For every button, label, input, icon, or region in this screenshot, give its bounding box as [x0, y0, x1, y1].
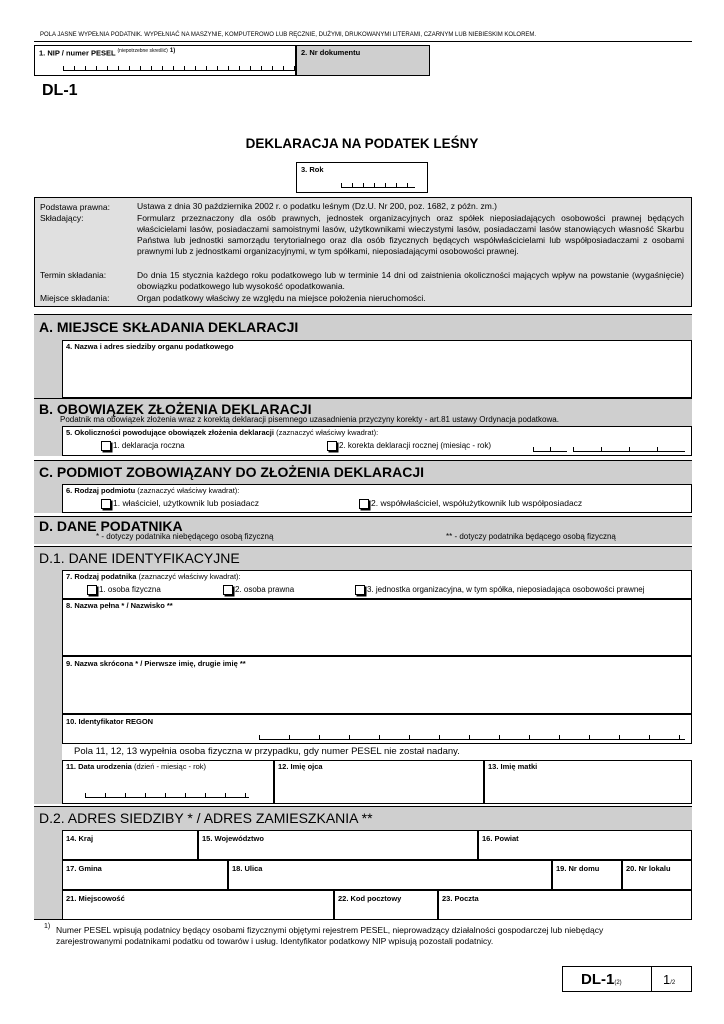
option-correction[interactable] — [327, 441, 491, 451]
section-d-note2: ** - dotyczy podatnika będącego osobą fizyczną — [446, 532, 616, 541]
footer-total: /2 — [670, 980, 676, 986]
f17-label: 17. Gmina — [66, 864, 102, 873]
field-regon[interactable] — [62, 714, 692, 744]
footnote-text: Numer PESEL wpisują podatnicy będący osobami fizycznymi objętymi rejestrem PESEL, nieprowadzący działalności gospodarczej lub niebędący zarejestrowanymi podatnikami podatku od towarów i usług. Identyfikator podatkowy NIP wpisują pozostali podatnicy. — [56, 925, 604, 946]
field12-label: 12. Imię ojca — [278, 762, 323, 771]
section-a-margin — [34, 340, 62, 398]
field-postal-code[interactable] — [334, 890, 438, 920]
f16-label: 16. Powiat — [482, 834, 519, 843]
regon-digit-boxes — [259, 735, 685, 740]
checkbox-icon[interactable] — [87, 585, 97, 595]
option-natural-person-label: 1. osoba fizyczna — [99, 585, 161, 595]
section-d-header — [34, 516, 692, 544]
field-locality[interactable] — [62, 890, 334, 920]
option-organizational-unit[interactable] — [355, 585, 645, 595]
instruction-text: POLA JASNE WYPEŁNIA PODATNIK. WYPEŁNIAĆ NA MASZYNIE, KOMPUTEROWO LUB RĘCZNIE, DUŻYMI, DRUKOWANYMI LITERAMI, CZARNYM LUB NIEBIESKIM KOLOREM. — [40, 32, 537, 38]
field13-label: 13. Imię matki — [488, 762, 538, 771]
field7-hint: (zaznaczyć właściwy kwadrat): — [138, 572, 241, 581]
field9-label: 9. Nazwa skrócona * / Pierwsze imię, drugie imię ** — [66, 659, 246, 668]
checkbox-icon[interactable] — [223, 585, 233, 595]
section-d2-title: D.2. ADRES SIEDZIBY * / ADRES ZAMIESZKANIA ** — [34, 806, 692, 830]
f18-label: 18. Ulica — [232, 864, 263, 873]
section-b-margin — [34, 426, 62, 456]
section-b-title: B. OBOWIĄZEK ZŁOŻENIA DEKLARACJI — [39, 401, 312, 417]
field-apartment-number[interactable] — [622, 860, 692, 890]
option-owner[interactable] — [101, 498, 259, 509]
option-annual-label: 1. deklaracja roczna — [113, 441, 185, 451]
field1-note: (niepotrzebne skreślić) — [117, 48, 168, 54]
section-c-margin — [34, 484, 62, 513]
option-natural-person[interactable] — [87, 585, 161, 595]
correction-month-boxes — [533, 447, 567, 452]
correction-year-boxes — [573, 447, 685, 452]
checkbox-icon[interactable] — [101, 441, 111, 451]
miejsce-label: Miejsce składania: — [40, 293, 110, 303]
field1-label: 1. NIP / numer PESEL — [39, 48, 116, 58]
option-co-owner-label: 2. współwłaściciel, współużytkownik lub współposiadacz — [371, 498, 583, 508]
form-title: DEKLARACJA NA PODATEK LEŚNY — [245, 136, 479, 151]
checkbox-icon[interactable] — [359, 499, 369, 509]
footer-divider — [651, 967, 652, 991]
field10-label: 10. Identyfikator REGON — [66, 717, 154, 726]
section-d1-note: Pola 11, 12, 13 wypełnia osoba fizyczna w przypadku, gdy numer PESEL nie został nadany. — [74, 746, 460, 757]
field-circumstances — [62, 426, 692, 456]
checkbox-icon[interactable] — [101, 499, 111, 509]
field3-label: 3. Rok — [301, 165, 324, 174]
form-code: DL-1 — [42, 82, 78, 99]
section-d2-margin — [34, 830, 62, 920]
skladajacy-label: Składający: — [40, 213, 84, 223]
skladajacy-text: Formularz przeznaczony dla osób prawnych, jednostek organizacyjnych oraz spółek nieposiadających osobowości prawnej będących właścicielami lasów, posiadaczami samoistnymi lasów, użytkownikami wieczystymi lasów, posiadaczami lasów stanowiących własność Skarbu Państwa lub jednostki samorządu terytorialnego oraz dla osób fizycznych będących współwłaścicielami lub współposiadaczami z osobami prawnymi lub z jednostkami organizacyjnymi, w tym spółkami, nieposiadającymi osobowości prawnej. — [137, 213, 684, 256]
field5-label: 5. Okoliczności powodujące obowiązek złożenia deklaracji — [66, 428, 274, 437]
header-rule — [34, 41, 692, 42]
option-organizational-unit-label: 3. jednostka organizacyjna, w tym spółka, nieposiadająca osobowości prawnej — [367, 585, 645, 595]
option-annual[interactable] — [101, 441, 185, 451]
section-d-note1: * - dotyczy podatnika niebędącego osobą fizyczną — [96, 532, 274, 541]
field-taxpayer-type — [62, 570, 692, 599]
footer-page: 1 — [663, 972, 671, 987]
nip-digit-boxes — [63, 66, 295, 71]
field-country[interactable] — [62, 830, 198, 860]
field11-label: 11. Data urodzenia — [66, 762, 132, 771]
field4-label: 4. Nazwa i adres siedziby organu podatkowego — [66, 342, 234, 351]
field6-hint: (zaznaczyć właściwy kwadrat): — [137, 486, 240, 495]
f21-label: 21. Miejscowość — [66, 894, 125, 903]
section-b-note: Podatnik ma obowiązek złożenia wraz z korektą deklaracji pisemnego uzasadnienia przyczyny korekty - art.81 ustawy Ordynacja podatkowa. — [60, 415, 559, 424]
section-d1-title: D.1. DANE IDENTYFIKACYJNE — [34, 546, 692, 570]
field1-ref: 1) — [169, 48, 176, 54]
field-full-name[interactable] — [62, 599, 692, 656]
field-post-office[interactable] — [438, 890, 692, 920]
field-voivodeship[interactable] — [198, 830, 478, 860]
field6-label: 6. Rodzaj podmiotu — [66, 486, 136, 495]
f20-label: 20. Nr lokalu — [626, 864, 671, 873]
field5-hint: (zaznaczyć właściwy kwadrat): — [276, 428, 379, 437]
f19-label: 19. Nr domu — [556, 864, 600, 873]
birth-date-boxes — [85, 793, 249, 798]
miejsce-text: Organ podatkowy właściwy ze względu na miejsce położenia nieruchomości. — [137, 293, 426, 303]
option-legal-person-label: 2. osoba prawna — [235, 585, 295, 595]
year-digit-boxes — [341, 183, 415, 188]
checkbox-icon[interactable] — [355, 585, 365, 595]
field-street[interactable] — [228, 860, 552, 890]
footer-box — [562, 966, 692, 992]
info-block — [34, 197, 692, 307]
field8-label: 8. Nazwa pełna * / Nazwisko ** — [66, 601, 173, 610]
option-owner-label: 1. właściciel, użytkownik lub posiadacz — [113, 498, 259, 508]
field-year[interactable] — [296, 162, 428, 193]
option-legal-person[interactable] — [223, 585, 294, 595]
field-house-number[interactable] — [552, 860, 622, 890]
section-d1-margin — [34, 570, 62, 804]
footnote-mark: 1) — [44, 923, 51, 930]
field-short-name[interactable] — [62, 656, 692, 714]
footer-form-code: DL-1 — [581, 971, 615, 988]
f23-label: 23. Poczta — [442, 894, 479, 903]
podstawa-label: Podstawa prawna: — [40, 202, 110, 212]
field-doc-number — [296, 45, 430, 76]
field-commune[interactable] — [62, 860, 228, 890]
option-co-owner[interactable] — [359, 498, 582, 509]
termin-label: Termin składania: — [40, 270, 107, 280]
field2-label: 2. Nr dokumentu — [301, 48, 361, 57]
checkbox-icon[interactable] — [327, 441, 337, 451]
field11-hint: (dzień - miesiąc - rok) — [133, 762, 207, 771]
termin-text: Do dnia 15 stycznia każdego roku podatkowego lub w terminie 14 dni od zaistnienia okoliczności mających wpływ na powstanie (wygaśnięcie) obowiązku podatkowego lub wysokość opodatkowania. — [137, 270, 684, 291]
section-c-title: C. PODMIOT ZOBOWIĄZANY DO ZŁOŻENIA DEKLARACJI — [34, 460, 692, 484]
field-entity-type — [62, 484, 692, 513]
field-tax-office[interactable] — [62, 340, 692, 398]
field-father-name[interactable] — [274, 760, 484, 804]
footer-version: (2) — [614, 980, 622, 986]
section-b-header — [34, 398, 692, 426]
field-mother-name[interactable] — [484, 760, 692, 804]
field-nip-pesel[interactable] — [34, 45, 296, 76]
section-a-title: A. MIEJSCE SKŁADANIA DEKLARACJI — [34, 314, 692, 340]
section-d-title: D. DANE PODATNIKA — [39, 518, 183, 534]
field7-label: 7. Rodzaj podatnika — [66, 572, 137, 581]
field-county[interactable] — [478, 830, 692, 860]
f14-label: 14. Kraj — [66, 834, 94, 843]
field-birth-date[interactable] — [62, 760, 274, 804]
option-correction-label: 2. korekta deklaracji rocznej (miesiąc - rok) — [339, 441, 492, 451]
f15-label: 15. Województwo — [202, 834, 264, 843]
podstawa-text: Ustawa z dnia 30 października 2002 r. o podatku leśnym (Dz.U. Nr 200, poz. 1682, z późn. zm.) — [137, 201, 498, 211]
f22-label: 22. Kod pocztowy — [338, 894, 402, 903]
